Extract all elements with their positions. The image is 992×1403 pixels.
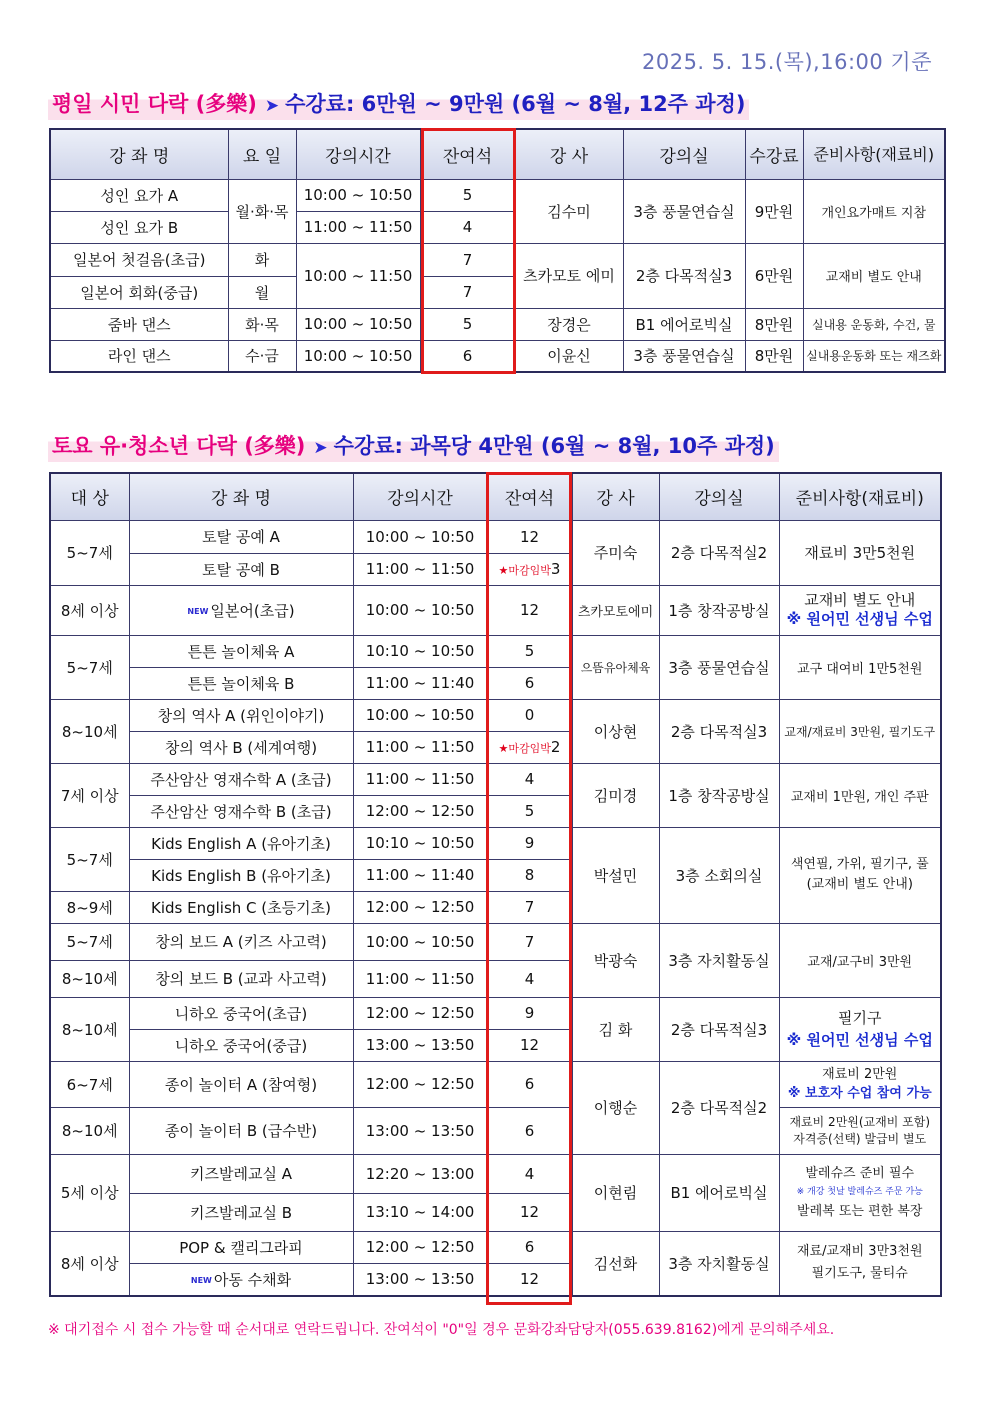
course-time: 11:00 ~ 11:50 bbox=[353, 731, 487, 763]
weekday-title: 평일 시민 다락 (多樂) bbox=[52, 92, 257, 116]
prep-extra: 발레복 또는 편한 복장 bbox=[797, 1204, 923, 1219]
course-time: 11:00 ~ 11:40 bbox=[353, 859, 487, 891]
course-time: 13:00 ~ 13:50 bbox=[353, 1263, 487, 1296]
course-name: POP & 캘리그라피 bbox=[129, 1231, 353, 1263]
teacher: 박광숙 bbox=[572, 923, 659, 997]
header-prep: 준비사항(재료비) bbox=[803, 129, 945, 179]
seats-remaining: 5 bbox=[420, 179, 515, 211]
seats-remaining: 12 bbox=[487, 520, 572, 553]
header-days: 요 일 bbox=[228, 129, 296, 179]
course-time: 10:00 ~ 10:50 bbox=[296, 308, 420, 340]
teacher: 이윤신 bbox=[515, 340, 623, 372]
course-days: 월 bbox=[228, 276, 296, 308]
room: 2층 다목적실3 bbox=[659, 699, 779, 763]
room: 2층 다목적실2 bbox=[659, 1061, 779, 1154]
prep-main: 교재비 별도 안내 bbox=[804, 591, 916, 609]
arrow-icon: ➤ bbox=[264, 96, 280, 116]
prep-note: ※ 원어민 선생님 수업 bbox=[786, 610, 933, 628]
header-course: 강 좌 명 bbox=[50, 129, 228, 179]
course-name: 토탈 공예 B bbox=[129, 553, 353, 585]
course-time: 10:00 ~ 10:50 bbox=[353, 520, 487, 553]
seats-remaining: 12 bbox=[487, 1029, 572, 1061]
prep: 재료비 3만5천원 bbox=[779, 520, 941, 585]
teacher: 김선화 bbox=[572, 1231, 659, 1296]
age-group: 8세 이상 bbox=[50, 585, 129, 635]
room: B1 에어로빅실 bbox=[623, 308, 745, 340]
prep-note: 자격증(선택) 발급비 별도 bbox=[793, 1131, 927, 1146]
course-name: Kids English A (유아기초) bbox=[129, 827, 353, 859]
age-group: 8~10세 bbox=[50, 997, 129, 1061]
course-time: 12:00 ~ 12:50 bbox=[353, 891, 487, 923]
course-time: 11:00 ~ 11:50 bbox=[353, 553, 487, 585]
header-seats: 잔여석 bbox=[420, 129, 515, 179]
course-name: 토탈 공예 A bbox=[129, 520, 353, 553]
course-name: 키즈발레교실 B bbox=[129, 1193, 353, 1231]
prep bbox=[779, 1107, 941, 1154]
course-name: 종이 놀이터 B (급수반) bbox=[129, 1107, 353, 1154]
course-name: Kids English C (초등기초) bbox=[129, 891, 353, 923]
seats-remaining: 4 bbox=[487, 1154, 572, 1193]
weekday-fee: 수강료: 6만원 ~ 9만원 (6월 ~ 8월, 12주 과정) bbox=[285, 92, 746, 116]
course-time: 10:10 ~ 10:50 bbox=[353, 635, 487, 667]
header-course: 강 좌 명 bbox=[129, 473, 353, 520]
seats-remaining: 6 bbox=[487, 667, 572, 699]
seats-remaining: 4 bbox=[487, 960, 572, 997]
course-time: 10:00 ~ 10:50 bbox=[353, 585, 487, 635]
age-group: 7세 이상 bbox=[50, 763, 129, 827]
seats-remaining: 0 bbox=[487, 699, 572, 731]
header-room: 강의실 bbox=[659, 473, 779, 520]
header-teacher: 강 사 bbox=[572, 473, 659, 520]
course-days: 수·금 bbox=[228, 340, 296, 372]
date-line: 2025. 5. 15.(목),16:00 기준 bbox=[641, 50, 932, 74]
fee: 8만원 bbox=[745, 340, 803, 372]
prep-main: 재료/교재비 3만3천원 bbox=[796, 1244, 923, 1260]
header-seats: 잔여석 bbox=[487, 473, 572, 520]
seats-remaining: 6 bbox=[487, 1231, 572, 1263]
fee: 9만원 bbox=[745, 179, 803, 243]
course-name: 창의 보드 A (키즈 사고력) bbox=[129, 923, 353, 960]
prep: 교재비 별도 안내 bbox=[803, 243, 945, 308]
prep: 실내용 운동화, 수건, 물 bbox=[803, 308, 945, 340]
course-time: 10:00 ~ 10:50 bbox=[296, 340, 420, 372]
age-group: 6~7세 bbox=[50, 1061, 129, 1107]
prep-note: ※ 개강 첫날 발레슈즈 주문 가능 bbox=[796, 1187, 923, 1197]
course-time: 13:10 ~ 14:00 bbox=[353, 1193, 487, 1231]
teacher: 주미숙 bbox=[572, 520, 659, 585]
closing-soon-badge: ★마감임박 bbox=[498, 564, 551, 577]
course-name: 튼튼 놀이체육 A bbox=[129, 635, 353, 667]
prep-main: 재료비 2만원 bbox=[822, 1067, 898, 1082]
prep bbox=[779, 1061, 941, 1107]
teacher: 츠카모토에미 bbox=[572, 585, 659, 635]
prep-main: 필기구 bbox=[838, 1009, 882, 1027]
seats-remaining: 8 bbox=[487, 859, 572, 891]
course-name: 줌바 댄스 bbox=[50, 308, 228, 340]
seats-value: 3 bbox=[550, 560, 561, 578]
fee: 8만원 bbox=[745, 308, 803, 340]
seats-remaining: 4 bbox=[420, 211, 515, 243]
header-teacher: 강 사 bbox=[515, 129, 623, 179]
course-name: 튼튼 놀이체육 B bbox=[129, 667, 353, 699]
teacher: 츠카모토 에미 bbox=[515, 243, 623, 308]
room: 2층 다목적실2 bbox=[659, 520, 779, 585]
seats-remaining: 5 bbox=[487, 795, 572, 827]
course-time: 12:20 ~ 13:00 bbox=[353, 1154, 487, 1193]
course-name: 일본어 회화(중급) bbox=[50, 276, 228, 308]
header-time: 강의시간 bbox=[296, 129, 420, 179]
teacher: 장경은 bbox=[515, 308, 623, 340]
seats-remaining: 7 bbox=[420, 243, 515, 276]
seats-remaining: 6 bbox=[487, 1107, 572, 1154]
seats-remaining: 7 bbox=[487, 891, 572, 923]
teacher: 이행순 bbox=[572, 1061, 659, 1154]
header-room: 강의실 bbox=[623, 129, 745, 179]
age-group: 5~7세 bbox=[50, 827, 129, 891]
prep bbox=[779, 1154, 941, 1231]
teacher: 김수미 bbox=[515, 179, 623, 243]
header-prep: 준비사항(재료비) bbox=[779, 473, 941, 520]
prep: 교재/재료비 3만원, 필기도구 bbox=[779, 699, 941, 763]
course-time: 10:10 ~ 10:50 bbox=[353, 827, 487, 859]
course-name: 성인 요가 A bbox=[50, 179, 228, 211]
prep bbox=[779, 1231, 941, 1296]
course-time: 11:00 ~ 11:50 bbox=[296, 211, 420, 243]
saturday-heading bbox=[48, 428, 779, 462]
seats-remaining: 9 bbox=[487, 997, 572, 1029]
room: 1층 창작공방실 bbox=[659, 585, 779, 635]
course-title: 일본어(초급) bbox=[210, 601, 295, 620]
prep: 교재비 1만원, 개인 주판 bbox=[779, 763, 941, 827]
course-time: 10:00 ~ 11:50 bbox=[296, 243, 420, 308]
teacher: 김미경 bbox=[572, 763, 659, 827]
prep-main: 발레슈즈 준비 필수 bbox=[805, 1166, 915, 1181]
seats-value: 2 bbox=[550, 738, 561, 756]
room: 3층 풍물연습실 bbox=[623, 179, 745, 243]
course-name: 성인 요가 B bbox=[50, 211, 228, 243]
seats-remaining: 12 bbox=[487, 1193, 572, 1231]
seats-remaining: 6 bbox=[420, 340, 515, 372]
room: 3층 자치활동실 bbox=[659, 923, 779, 997]
course-days: 화 bbox=[228, 243, 296, 276]
course-name: 창의 보드 B (교과 사고력) bbox=[129, 960, 353, 997]
teacher: 박설민 bbox=[572, 827, 659, 923]
seats-remaining: 9 bbox=[487, 827, 572, 859]
course-name: 종이 놀이터 A (참여형) bbox=[129, 1061, 353, 1107]
prep bbox=[779, 827, 941, 923]
seats-remaining: 12 bbox=[487, 1263, 572, 1296]
seats-remaining: 5 bbox=[487, 635, 572, 667]
course-time: 10:00 ~ 10:50 bbox=[353, 923, 487, 960]
course-name: 키즈발레교실 A bbox=[129, 1154, 353, 1193]
course-days: 월·화·목 bbox=[228, 179, 296, 243]
prep bbox=[779, 585, 941, 635]
course-time: 11:00 ~ 11:50 bbox=[353, 763, 487, 795]
course-name: 주산암산 영재수학 A (초급) bbox=[129, 763, 353, 795]
teacher: 김 화 bbox=[572, 997, 659, 1061]
course-days: 화·목 bbox=[228, 308, 296, 340]
course-name: Kids English B (유아기초) bbox=[129, 859, 353, 891]
footnote: ※ 대기접수 시 접수 가능할 때 순서대로 연락드립니다. 잔여석이 "0"일 경우 문화강좌담당자(055.639.8162)에게 문의해주세요. bbox=[48, 1322, 835, 1338]
age-group: 5~7세 bbox=[50, 635, 129, 699]
prep-main: 색연필, 가위, 필기구, 풀 bbox=[790, 857, 929, 872]
age-group: 5~7세 bbox=[50, 923, 129, 960]
room: B1 에어로빅실 bbox=[659, 1154, 779, 1231]
saturday-title: 토요 유·청소년 다락 (多樂) bbox=[52, 434, 306, 458]
header-time: 강의시간 bbox=[353, 473, 487, 520]
course-time: 12:00 ~ 12:50 bbox=[353, 795, 487, 827]
course-name: 니하오 중국어(중급) bbox=[129, 1029, 353, 1061]
prep-note: (교재비 별도 안내) bbox=[806, 877, 913, 892]
saturday-fee: 수강료: 과목당 4만원 (6월 ~ 8월, 10주 과정) bbox=[333, 434, 775, 458]
course-name: 일본어 첫걸음(초급) bbox=[50, 243, 228, 276]
teacher: 이현림 bbox=[572, 1154, 659, 1231]
room: 3층 자치활동실 bbox=[659, 1231, 779, 1296]
prep-main: 재료비 2만원(교재비 포함) bbox=[789, 1114, 931, 1129]
room: 3층 풍물연습실 bbox=[623, 340, 745, 372]
age-group: 5세 이상 bbox=[50, 1154, 129, 1231]
arrow-icon: ➤ bbox=[313, 438, 328, 458]
new-badge: NEW bbox=[187, 606, 209, 616]
course-name: 라인 댄스 bbox=[50, 340, 228, 372]
course-time: 12:00 ~ 12:50 bbox=[353, 1231, 487, 1263]
seats-remaining: 4 bbox=[487, 763, 572, 795]
teacher: 이상현 bbox=[572, 699, 659, 763]
seats-remaining: 6 bbox=[487, 1061, 572, 1107]
seats-remaining: 7 bbox=[487, 923, 572, 960]
prep bbox=[779, 997, 941, 1061]
new-badge: NEW bbox=[190, 1275, 212, 1285]
course-time: 10:00 ~ 10:50 bbox=[296, 179, 420, 211]
seats-remaining: 7 bbox=[420, 276, 515, 308]
course-time: 11:00 ~ 11:40 bbox=[353, 667, 487, 699]
prep: 교구 대여비 1만5천원 bbox=[779, 635, 941, 699]
room: 2층 다목적실3 bbox=[659, 997, 779, 1061]
age-group: 8~10세 bbox=[50, 960, 129, 997]
seats-highlight-box bbox=[486, 472, 572, 1305]
weekday-heading bbox=[48, 86, 749, 120]
course-name: 창의 역사 B (세계여행) bbox=[129, 731, 353, 763]
course-time: 10:00 ~ 10:50 bbox=[353, 699, 487, 731]
room: 1층 창작공방실 bbox=[659, 763, 779, 827]
course-name: 창의 역사 A (위인이야기) bbox=[129, 699, 353, 731]
course-name bbox=[129, 1263, 353, 1296]
prep-note: 필기도구, 물티슈 bbox=[811, 1266, 908, 1282]
prep-note: ※ 보호자 수업 참여 가능 bbox=[787, 1086, 932, 1101]
seats-remaining: 5 bbox=[420, 308, 515, 340]
teacher: 으뜸유아체육 bbox=[572, 635, 659, 699]
room: 3층 풍물연습실 bbox=[659, 635, 779, 699]
seats-highlight-box bbox=[421, 128, 516, 374]
header-fee: 수강료 bbox=[745, 129, 803, 179]
course-time: 12:00 ~ 12:50 bbox=[353, 1061, 487, 1107]
course-time: 12:00 ~ 12:50 bbox=[353, 997, 487, 1029]
closing-soon-badge: ★마감임박 bbox=[498, 742, 551, 755]
age-group: 8~10세 bbox=[50, 1107, 129, 1154]
course-name: 주산암산 영재수학 B (초급) bbox=[129, 795, 353, 827]
prep: 실내용운동화 또는 재즈화 bbox=[803, 340, 945, 372]
course-title: 아동 수채화 bbox=[213, 1270, 292, 1289]
course-time: 13:00 ~ 13:50 bbox=[353, 1029, 487, 1061]
course-name: 니하오 중국어(초급) bbox=[129, 997, 353, 1029]
course-name bbox=[129, 585, 353, 635]
room: 2층 다목적실3 bbox=[623, 243, 745, 308]
header-age: 대 상 bbox=[50, 473, 129, 520]
course-time: 11:00 ~ 11:50 bbox=[353, 960, 487, 997]
age-group: 5~7세 bbox=[50, 520, 129, 585]
prep: 개인요가매트 지참 bbox=[803, 179, 945, 243]
seats-remaining: 12 bbox=[487, 585, 572, 635]
course-time: 13:00 ~ 13:50 bbox=[353, 1107, 487, 1154]
fee: 6만원 bbox=[745, 243, 803, 308]
prep-note: ※ 원어민 선생님 수업 bbox=[786, 1031, 933, 1049]
age-group: 8~10세 bbox=[50, 699, 129, 763]
prep: 교재/교구비 3만원 bbox=[779, 923, 941, 997]
age-group: 8세 이상 bbox=[50, 1231, 129, 1296]
age-group: 8~9세 bbox=[50, 891, 129, 923]
room: 3층 소회의실 bbox=[659, 827, 779, 923]
